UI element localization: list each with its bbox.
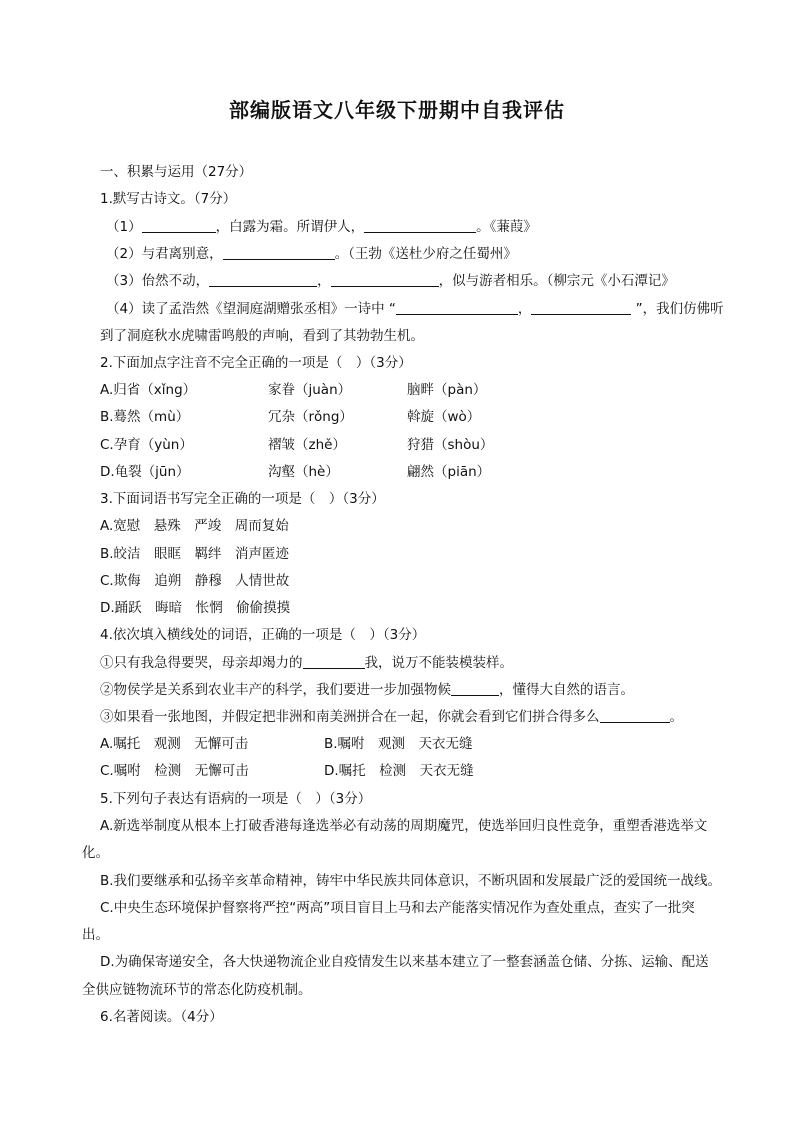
q5-option-b: B.我们要继承和弘扬辛亥革命精神，铸牢中华民族共同体意识，不断巩固和发展最广泛的爱国统一战线。 [100,873,722,889]
q2-option-c-1: C.孕育（yùn） [100,437,193,453]
q2-option-b-2: 冗杂（rǒng） [268,409,353,425]
q1-item-4: （4）读了孟浩然《望洞庭湖赠张丞相》一诗中 “ ， ”，我们仿佛听 [106,301,724,317]
section-heading: 一、积累与运用（27分） [100,164,253,180]
q3-option-b: B.皎洁 眼眶 羁绊 消声匿迹 [100,546,290,562]
question-3-stem: 3.下面词语书写完全正确的一项是（ ）（3分） [100,491,385,507]
q2-option-d-1: D.龟裂（jūn） [100,464,190,480]
answer-blank[interactable] [223,245,335,260]
q5-option-c-line-2: 出。 [82,927,109,943]
q2-option-b-1: B.蓦然（mù） [100,409,190,425]
q2-option-d-2: 沟壑（hè） [268,464,339,480]
answer-blank[interactable] [600,708,670,723]
answer-blank[interactable] [331,272,439,287]
answer-blank[interactable] [142,218,216,233]
page-title: 部编版语文八年级下册期中自我评估 [229,98,565,122]
answer-blank[interactable] [364,218,476,233]
question-2-stem: 2.下面加点字注音不完全正确的一项是（ ）（3分） [100,355,412,371]
q1-item-1: （1） ，白露为霜。所谓伊人， 。《蒹葭》 [106,219,537,235]
q4-option-a: A.嘱托 观测 无懈可击 [100,736,249,752]
question-4-stem: 4.依次填入横线处的词语，正确的一项是（ ）（3分） [100,627,426,643]
q2-option-c-3: 狩猎（shòu） [407,437,494,453]
q5-option-a-line-1: A.新选举制度从根本上打破香港每逢选举必有动荡的周期魔咒，使选举回归良性竞争，重塑香港选举文 [100,818,708,834]
answer-blank[interactable] [396,300,518,315]
q2-option-a-2: 家眷（juàn） [268,382,352,398]
q4-sentence-2: ②物侯学是关系到农业丰产的科学，我们要进一步加强物候 ，懂得大自然的语言。 [100,682,634,698]
q2-option-a-1: A.归省（xǐng） [100,382,197,398]
answer-blank[interactable] [531,300,631,315]
q3-option-c: C.欺侮 追朔 静穆 人情世故 [100,573,290,589]
q4-sentence-1: ①只有我急得要哭，母亲却竭力的 我，说万不能装模装样。 [100,655,513,671]
answer-blank[interactable] [451,681,499,696]
q2-option-c-2: 褶皱（zhě） [268,437,346,453]
q2-option-d-3: 翩然（piān） [407,464,491,480]
q5-option-a-line-2: 化。 [82,845,109,861]
q4-option-b: B.嘱咐 观测 天衣无缝 [324,736,473,752]
q5-option-d-line-1: D.为确保寄递安全，各大快递物流企业自疫情发生以来基本建立了一整套涵盖仓储、分拣、运输、配送 [100,954,709,970]
answer-blank[interactable] [303,654,365,669]
question-1-stem: 1.默写古诗文。（7分） [100,191,237,207]
q5-option-d-line-2: 全供应链物流环节的常态化防疫机制。 [82,982,312,998]
q3-option-a: A.宽慰 悬殊 严竣 周而复始 [100,518,289,534]
answer-blank[interactable] [209,272,317,287]
q2-option-a-3: 脑畔（pàn） [407,382,487,398]
q5-option-c-line-1: C.中央生态环境保护督察将严控“两高”项目盲目上马和去产能落实情况作为查处重点，查实了一批突 [100,900,695,916]
question-5-stem: 5.下列句子表达有语病的一项是（ ）（3分） [100,791,372,807]
question-6-stem: 6.名著阅读。（4分） [100,1009,223,1025]
q3-option-d: D.踊跃 晦暗 怅惘 偷偷摸摸 [100,600,291,616]
q4-option-c: C.嘱咐 检测 无懈可击 [100,763,249,779]
q1-item-4-continued: 到了洞庭秋水虎啸雷鸣般的声响，看到了其勃勃生机。 [100,328,424,344]
q2-option-b-3: 斡旋（wò） [407,409,481,425]
q4-sentence-3: ③如果看一张地图，并假定把非洲和南美洲拼合在一起，你就会看到它们拼合得多么 。 [100,709,683,725]
q1-item-2: （2）与君离别意， 。（王勃《送杜少府之任蜀州》 [106,246,517,262]
q1-item-3: （3）佁然不动， ， ，似与游者相乐。（柳宗元《小石潭记》 [106,273,675,289]
q4-option-d: D.嘱托 检测 天衣无缝 [324,763,474,779]
